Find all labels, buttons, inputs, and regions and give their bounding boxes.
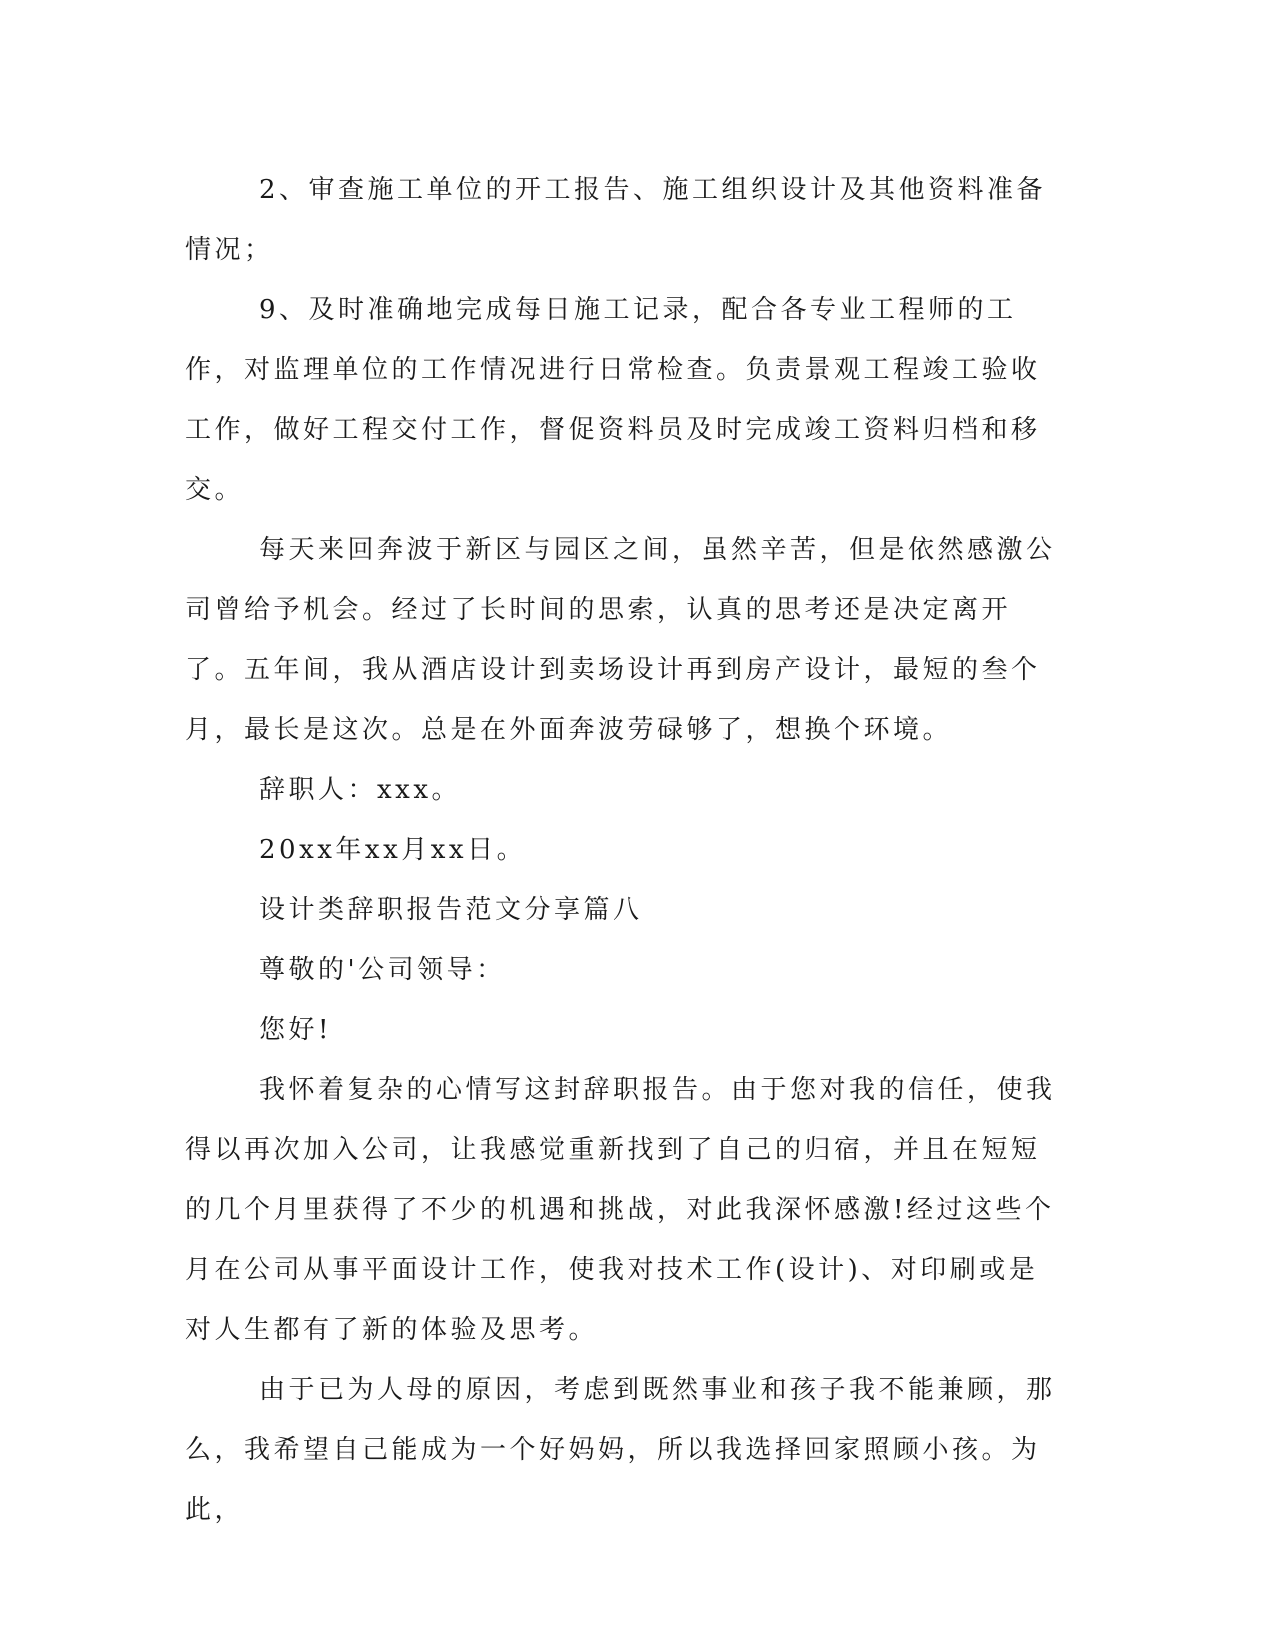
paragraph-commute-reason: 每天来回奔波于新区与园区之间，虽然辛苦，但是依然感激公司曾给予机会。经过了长时间的思索，认真的思考还是决定离开了。五年间，我从酒店设计到卖场设计再到房产设计，最短的叁个月，最长是这次。总是在外面奔波劳碌够了，想换个环境。 (185, 535, 1056, 745)
document-body (185, 160, 1065, 1540)
section-title: 设计类辞职报告范文分享篇八 (259, 895, 643, 925)
paragraph-review-reports: 2、审查施工单位的开工报告、施工组织设计及其他资料准备情况； (185, 175, 1047, 265)
signature-line: 辞职人：xxx。 (259, 775, 461, 805)
greeting: 您好! (259, 1015, 332, 1045)
paragraph-construction-records: 9、及时准确地完成每日施工记录，配合各专业工程师的工作，对监理单位的工作情况进行日常检查。负责景观工程竣工验收工作，做好工程交付工作，督促资料员及时完成竣工资料归档和移交。 (185, 295, 1041, 505)
paragraph-family-reason: 由于已为人母的原因，考虑到既然事业和孩子我不能兼顾，那么，我希望自己能成为一个好妈妈，所以我选择回家照顾小孩。为此， (185, 1375, 1056, 1525)
date-line: 20xx年xx月xx日。 (259, 835, 527, 865)
salutation: 尊敬的'公司领导： (259, 955, 506, 985)
paragraph-resignation-intro: 我怀着复杂的心情写这封辞职报告。由于您对我的信任，使我得以再次加入公司，让我感觉重新找到了自己的归宿，并且在短短的几个月里获得了不少的机遇和挑战，对此我深怀感激!经过这些个月在公司从事平面设计工作，使我对技术工作(设计)、对印刷或是对人生都有了新的体验及思考。 (185, 1075, 1056, 1345)
